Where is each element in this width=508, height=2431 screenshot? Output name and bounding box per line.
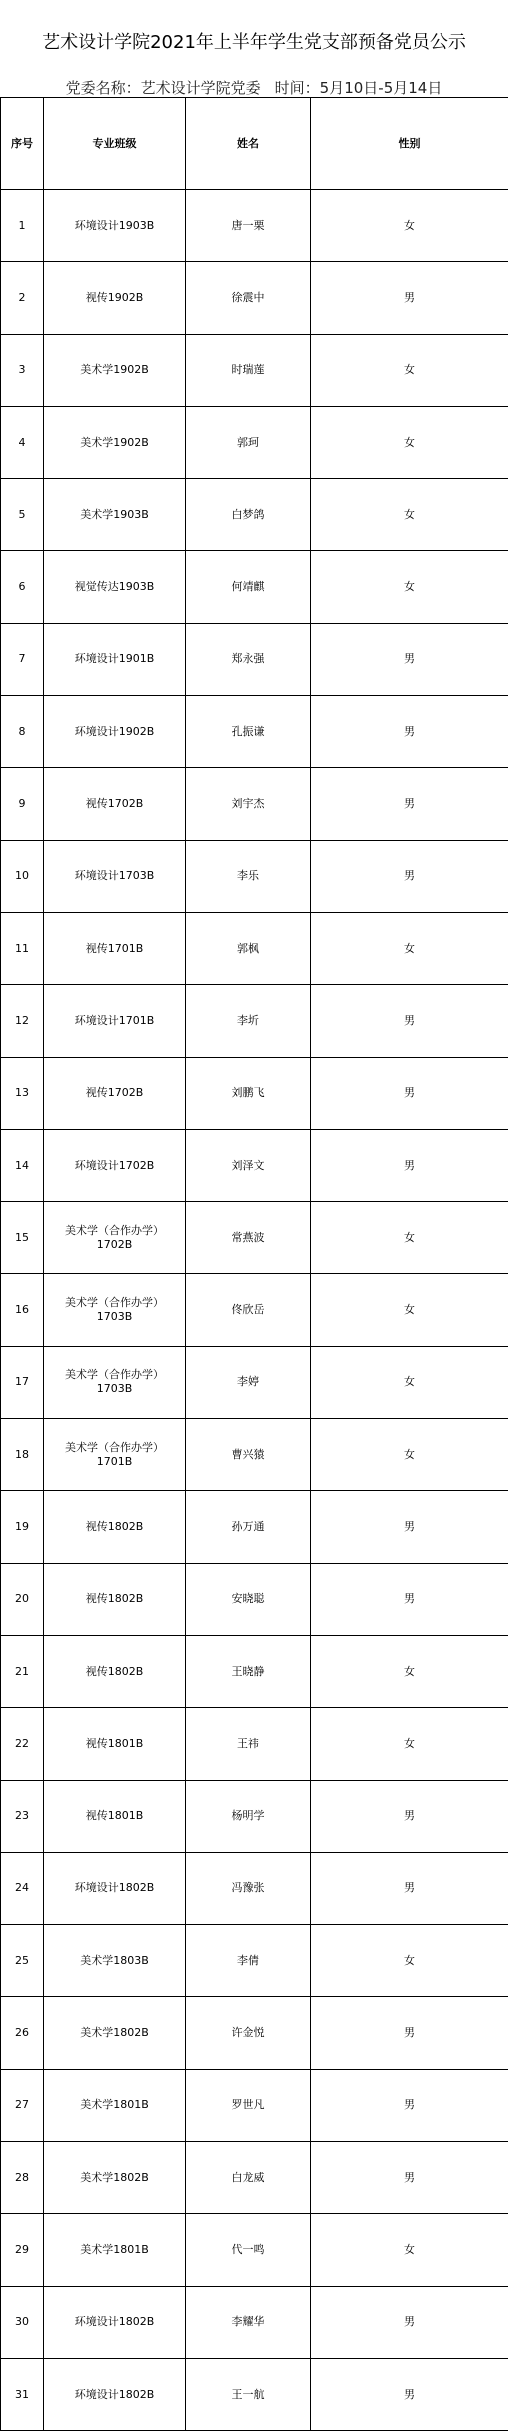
- row-name-text: 郭枫: [237, 942, 259, 955]
- row-gender-text: 女: [404, 1231, 415, 1244]
- row-name-text: 白龙威: [232, 2171, 265, 2184]
- row-gender: [311, 190, 508, 262]
- row-name: [186, 551, 311, 623]
- row-name-text: 李耀华: [232, 2315, 265, 2328]
- row-name: [186, 2142, 311, 2214]
- row-name-text: 徐震中: [232, 291, 265, 304]
- row-class-text: 美术学1903B: [80, 508, 149, 522]
- row-gender: [311, 479, 508, 551]
- row-name-text: 唐一栗: [232, 219, 265, 232]
- row-number-text: 7: [19, 652, 26, 665]
- row-name-text: 罗世凡: [232, 2098, 265, 2111]
- row-gender: [311, 1274, 508, 1346]
- row-name: [186, 1635, 311, 1707]
- row-gender-text: 男: [404, 1809, 415, 1822]
- row-name: [186, 2358, 311, 2430]
- table-row: [1, 985, 508, 1057]
- row-number: [1, 2214, 44, 2286]
- row-name: [186, 1491, 311, 1563]
- row-name-text: 孙万通: [232, 1520, 265, 1533]
- row-class: [44, 1563, 186, 1635]
- row-class: [44, 479, 186, 551]
- row-number: [1, 1563, 44, 1635]
- row-class: [44, 696, 186, 768]
- row-class-text: 美术学（合作办学）1702B: [49, 1224, 181, 1252]
- row-number-text: 29: [15, 2243, 29, 2256]
- row-number-text: 13: [15, 1086, 29, 1099]
- row-gender: [311, 2358, 508, 2430]
- row-class: [44, 2142, 186, 2214]
- row-gender-text: 男: [404, 2026, 415, 2039]
- row-gender-text: 男: [404, 869, 415, 882]
- row-number-text: 11: [15, 942, 29, 955]
- table-row: [1, 696, 508, 768]
- row-gender: [311, 768, 508, 840]
- row-name: [186, 1129, 311, 1201]
- row-class: [44, 190, 186, 262]
- row-class-text: 环境设计1902B: [75, 725, 155, 739]
- row-number: [1, 190, 44, 262]
- row-gender-text: 男: [404, 1086, 415, 1099]
- row-name-text: 刘鹏飞: [232, 1086, 265, 1099]
- row-gender-text: 女: [404, 508, 415, 521]
- row-number: [1, 1274, 44, 1346]
- row-gender-text: 女: [404, 1954, 415, 1967]
- table-row: [1, 1925, 508, 1997]
- row-number-text: 15: [15, 1231, 29, 1244]
- row-name: [186, 406, 311, 478]
- row-class: [44, 262, 186, 334]
- row-name-text: 冯豫张: [232, 1881, 265, 1894]
- row-name-text: 孔振谦: [232, 725, 265, 738]
- row-gender: [311, 1419, 508, 1491]
- row-number: [1, 696, 44, 768]
- row-class: [44, 2214, 186, 2286]
- row-gender: [311, 1346, 508, 1418]
- table-row: [1, 2214, 508, 2286]
- row-class: [44, 551, 186, 623]
- row-class-text: 视传1802B: [86, 1520, 144, 1534]
- row-gender-text: 女: [404, 580, 415, 593]
- row-class-text: 环境设计1702B: [75, 1159, 155, 1173]
- row-number: [1, 1057, 44, 1129]
- row-number: [1, 1997, 44, 2069]
- row-class-text: 美术学1802B: [80, 2026, 149, 2040]
- row-class-text: 美术学1801B: [80, 2098, 149, 2112]
- row-name: [186, 1997, 311, 2069]
- row-class-text: 环境设计1802B: [75, 1881, 155, 1895]
- table-row: [1, 262, 508, 334]
- row-number: [1, 1202, 44, 1274]
- row-class: [44, 768, 186, 840]
- row-name: [186, 623, 311, 695]
- row-class-text: 视传1802B: [86, 1665, 144, 1679]
- row-class-text: 环境设计1901B: [75, 652, 155, 666]
- row-name-text: 刘宇杰: [232, 797, 265, 810]
- table-row: [1, 1419, 508, 1491]
- row-name: [186, 696, 311, 768]
- row-name-text: 王一航: [232, 2388, 265, 2401]
- row-number: [1, 334, 44, 406]
- row-name-text: 李倩: [237, 1954, 259, 1967]
- row-gender: [311, 2069, 508, 2141]
- row-gender: [311, 2142, 508, 2214]
- row-class-text: 环境设计1802B: [75, 2388, 155, 2402]
- row-class-text: 美术学（合作办学）1701B: [49, 1441, 181, 1469]
- notice-subtitle: [0, 78, 508, 98]
- row-gender-text: 男: [404, 797, 415, 810]
- row-number-text: 18: [15, 1448, 29, 1461]
- header-number: 序号: [1, 98, 44, 190]
- row-number: [1, 479, 44, 551]
- row-number: [1, 406, 44, 478]
- committee-name: 党委名称：艺术设计学院党委: [66, 79, 261, 97]
- row-class: [44, 1925, 186, 1997]
- row-number: [1, 1491, 44, 1563]
- row-class: [44, 1708, 186, 1780]
- row-gender: [311, 1057, 508, 1129]
- row-name: [186, 1852, 311, 1924]
- row-name: [186, 1708, 311, 1780]
- row-name: [186, 1057, 311, 1129]
- table-row: [1, 1346, 508, 1418]
- row-number-text: 26: [15, 2026, 29, 2039]
- row-number-text: 23: [15, 1809, 29, 1822]
- row-class-text: 视传1702B: [86, 1086, 144, 1100]
- row-gender-text: 女: [404, 2243, 415, 2256]
- table-row: [1, 2142, 508, 2214]
- row-class-text: 美术学1802B: [80, 2171, 149, 2185]
- row-gender: [311, 1852, 508, 1924]
- row-class: [44, 1346, 186, 1418]
- row-gender: [311, 2286, 508, 2358]
- row-name: [186, 1925, 311, 1997]
- row-name: [186, 334, 311, 406]
- row-class: [44, 623, 186, 695]
- row-number-text: 19: [15, 1520, 29, 1533]
- row-name: [186, 262, 311, 334]
- row-name-text: 白梦鸽: [232, 508, 265, 521]
- row-name: [186, 1563, 311, 1635]
- row-number: [1, 1419, 44, 1491]
- header-name: 姓名: [186, 98, 311, 190]
- row-name-text: 常燕波: [232, 1231, 265, 1244]
- row-number-text: 30: [15, 2315, 29, 2328]
- row-class-text: 视传1702B: [86, 797, 144, 811]
- row-class-text: 视觉传达1903B: [75, 580, 155, 594]
- row-class: [44, 985, 186, 1057]
- row-class-text: 美术学1902B: [80, 363, 149, 377]
- row-gender-text: 男: [404, 652, 415, 665]
- row-gender: [311, 840, 508, 912]
- row-number-text: 1: [19, 219, 26, 232]
- row-class-text: 视传1802B: [86, 1592, 144, 1606]
- row-number-text: 4: [19, 436, 26, 449]
- row-gender-text: 女: [404, 1303, 415, 1316]
- table-row: [1, 190, 508, 262]
- row-class: [44, 1057, 186, 1129]
- header-gender: 性别: [311, 98, 508, 190]
- row-class-text: 视传1801B: [86, 1809, 144, 1823]
- row-name-text: 郭珂: [237, 436, 259, 449]
- row-class: [44, 1852, 186, 1924]
- row-number: [1, 2286, 44, 2358]
- table-row: [1, 2358, 508, 2430]
- row-gender-text: 女: [404, 942, 415, 955]
- row-gender-text: 女: [404, 219, 415, 232]
- row-number-text: 10: [15, 869, 29, 882]
- table-row: [1, 1997, 508, 2069]
- row-gender-text: 男: [404, 725, 415, 738]
- row-class-text: 环境设计1703B: [75, 869, 155, 883]
- row-gender-text: 女: [404, 1737, 415, 1750]
- row-name-text: 李婷: [237, 1375, 259, 1388]
- row-class-text: 美术学1803B: [80, 1954, 149, 1968]
- row-name-text: 曹兴猿: [232, 1448, 265, 1461]
- row-name-text: 李圻: [237, 1014, 259, 1027]
- table-row: [1, 2286, 508, 2358]
- table-row: [1, 334, 508, 406]
- row-gender: [311, 985, 508, 1057]
- table-row: [1, 623, 508, 695]
- row-number-text: 24: [15, 1881, 29, 1894]
- table-row: [1, 1202, 508, 1274]
- row-gender-text: 男: [404, 1592, 415, 1605]
- row-gender-text: 女: [404, 363, 415, 376]
- header-class: 专业班级: [44, 98, 186, 190]
- row-number: [1, 1129, 44, 1201]
- row-gender-text: 男: [404, 2388, 415, 2401]
- row-number: [1, 551, 44, 623]
- row-gender: [311, 406, 508, 478]
- row-gender: [311, 334, 508, 406]
- row-gender-text: 女: [404, 1375, 415, 1388]
- row-number: [1, 1780, 44, 1852]
- row-name-text: 佟欣岳: [232, 1303, 265, 1316]
- row-number-text: 31: [15, 2388, 29, 2401]
- row-number: [1, 1708, 44, 1780]
- publicity-period: 时间：5月10日-5月14日: [275, 79, 443, 97]
- row-class: [44, 1129, 186, 1201]
- row-gender: [311, 262, 508, 334]
- table-row: [1, 406, 508, 478]
- row-gender: [311, 1708, 508, 1780]
- table-row: [1, 1057, 508, 1129]
- table-row: [1, 1780, 508, 1852]
- row-class: [44, 2286, 186, 2358]
- row-gender-text: 女: [404, 436, 415, 449]
- row-class: [44, 1635, 186, 1707]
- row-gender: [311, 1635, 508, 1707]
- row-name-text: 王晓静: [232, 1665, 265, 1678]
- row-name: [186, 1419, 311, 1491]
- row-name-text: 李乐: [237, 869, 259, 882]
- row-name: [186, 2286, 311, 2358]
- table-row: [1, 2069, 508, 2141]
- table-row: [1, 840, 508, 912]
- table-row: [1, 1129, 508, 1201]
- row-number: [1, 840, 44, 912]
- row-number: [1, 768, 44, 840]
- row-number: [1, 912, 44, 984]
- row-gender: [311, 1925, 508, 1997]
- row-gender: [311, 1780, 508, 1852]
- row-class: [44, 334, 186, 406]
- row-gender: [311, 1129, 508, 1201]
- row-gender: [311, 1997, 508, 2069]
- row-number-text: 9: [19, 797, 26, 810]
- table-row: [1, 768, 508, 840]
- table-row: [1, 551, 508, 623]
- row-gender-text: 男: [404, 1159, 415, 1172]
- row-name: [186, 2069, 311, 2141]
- row-number-text: 28: [15, 2171, 29, 2184]
- table-row: [1, 1635, 508, 1707]
- row-gender: [311, 623, 508, 695]
- row-number-text: 2: [19, 291, 26, 304]
- row-name: [186, 768, 311, 840]
- row-gender-text: 男: [404, 2171, 415, 2184]
- row-number-text: 14: [15, 1159, 29, 1172]
- row-gender: [311, 1563, 508, 1635]
- row-name: [186, 912, 311, 984]
- row-class-text: 美术学（合作办学）1703B: [49, 1368, 181, 1396]
- row-class-text: 美术学1902B: [80, 436, 149, 450]
- row-class: [44, 2358, 186, 2430]
- row-number: [1, 623, 44, 695]
- row-class-text: 环境设计1701B: [75, 1014, 155, 1028]
- row-gender: [311, 2214, 508, 2286]
- row-gender-text: 男: [404, 1520, 415, 1533]
- row-gender-text: 男: [404, 1014, 415, 1027]
- row-class-text: 视传1902B: [86, 291, 144, 305]
- table-row: [1, 1563, 508, 1635]
- row-gender: [311, 1491, 508, 1563]
- row-name: [186, 479, 311, 551]
- row-number: [1, 1852, 44, 1924]
- page-title: 艺术设计学院2021年上半年学生党支部预备党员公示: [0, 30, 508, 56]
- member-table: [0, 97, 508, 2431]
- row-number-text: 3: [19, 363, 26, 376]
- row-name-text: 时瑞莲: [232, 363, 265, 376]
- row-number: [1, 2142, 44, 2214]
- row-class: [44, 1997, 186, 2069]
- row-number-text: 22: [15, 1737, 29, 1750]
- row-class-text: 视传1701B: [86, 942, 144, 956]
- row-gender: [311, 551, 508, 623]
- table-body: [1, 190, 508, 2431]
- row-gender-text: 男: [404, 2315, 415, 2328]
- table-row: [1, 1491, 508, 1563]
- row-name-text: 郑永强: [232, 652, 265, 665]
- row-name: [186, 1274, 311, 1346]
- row-class: [44, 1780, 186, 1852]
- row-gender-text: 女: [404, 1665, 415, 1678]
- row-class-text: 视传1801B: [86, 1737, 144, 1751]
- row-name-text: 刘泽文: [232, 1159, 265, 1172]
- table-row: [1, 479, 508, 551]
- row-name: [186, 1780, 311, 1852]
- row-number: [1, 262, 44, 334]
- row-class: [44, 840, 186, 912]
- row-number-text: 27: [15, 2098, 29, 2111]
- row-number: [1, 1346, 44, 1418]
- row-class: [44, 406, 186, 478]
- row-name: [186, 1202, 311, 1274]
- row-name: [186, 190, 311, 262]
- table-row: [1, 1708, 508, 1780]
- row-number-text: 12: [15, 1014, 29, 1027]
- row-name: [186, 985, 311, 1057]
- row-class-text: 美术学1801B: [80, 2243, 149, 2257]
- row-name-text: 杨明学: [232, 1809, 265, 1822]
- row-class-text: 美术学（合作办学）1703B: [49, 1296, 181, 1324]
- row-number: [1, 2358, 44, 2430]
- row-number-text: 20: [15, 1592, 29, 1605]
- row-class: [44, 1491, 186, 1563]
- table-row: [1, 912, 508, 984]
- row-name: [186, 840, 311, 912]
- row-gender: [311, 1202, 508, 1274]
- row-number: [1, 1925, 44, 1997]
- row-class-text: 环境设计1903B: [75, 219, 155, 233]
- row-number: [1, 2069, 44, 2141]
- row-number-text: 5: [19, 508, 26, 521]
- row-gender: [311, 912, 508, 984]
- row-number-text: 6: [19, 580, 26, 593]
- table-row: [1, 1274, 508, 1346]
- row-gender-text: 女: [404, 1448, 415, 1461]
- row-class: [44, 2069, 186, 2141]
- row-class-text: 环境设计1802B: [75, 2315, 155, 2329]
- row-number: [1, 1635, 44, 1707]
- table-row: [1, 1852, 508, 1924]
- row-name: [186, 2214, 311, 2286]
- row-gender-text: 男: [404, 1881, 415, 1894]
- row-number-text: 21: [15, 1665, 29, 1678]
- row-name-text: 王祎: [237, 1737, 259, 1750]
- row-gender: [311, 696, 508, 768]
- row-name-text: 许金悦: [232, 2026, 265, 2039]
- row-class: [44, 1202, 186, 1274]
- row-name-text: 安晓聪: [232, 1592, 265, 1605]
- table-header-row: [1, 98, 508, 190]
- row-name-text: 代一鸣: [232, 2243, 265, 2256]
- row-number-text: 25: [15, 1954, 29, 1967]
- row-name: [186, 1346, 311, 1418]
- row-class: [44, 1419, 186, 1491]
- row-name-text: 何靖麒: [232, 580, 265, 593]
- row-number-text: 16: [15, 1303, 29, 1316]
- row-number: [1, 985, 44, 1057]
- row-gender-text: 男: [404, 2098, 415, 2111]
- row-class: [44, 1274, 186, 1346]
- row-gender-text: 男: [404, 291, 415, 304]
- row-number-text: 17: [15, 1375, 29, 1388]
- row-class: [44, 912, 186, 984]
- row-number-text: 8: [19, 725, 26, 738]
